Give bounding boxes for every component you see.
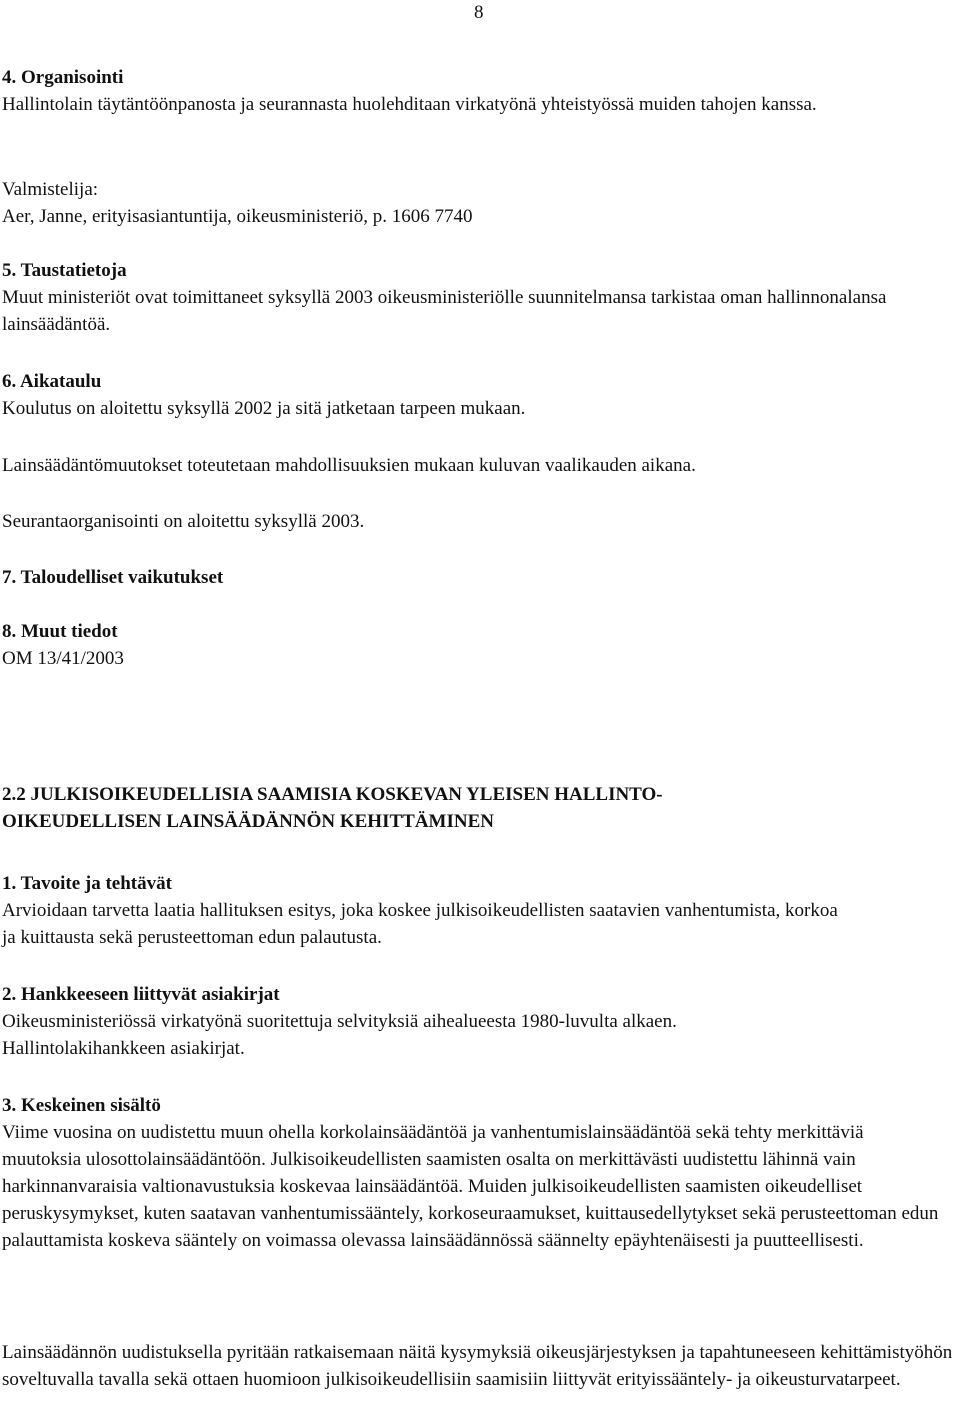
aikataulu-text-2: Lainsäädäntömuutokset toteutetaan mahdollisuuksien mukaan kuluvan vaalikauden aikana. <box>2 455 696 476</box>
section-taloudelliset-heading: 7. Taloudelliset vaikutukset <box>2 567 224 588</box>
valmistelija-text: Aer, Janne, erityisasiantuntija, oikeusministeriö, p. 1606 7740 <box>2 206 473 227</box>
chapter-title-line-1: 2.2 JULKISOIKEUDELLISIA SAAMISIA KOSKEVAN YLEISEN HALLINTO- <box>2 784 663 805</box>
section-organisointi <box>2 64 957 118</box>
section-text: Viime vuosina on uudistettu muun ohella korkolainsäädäntöä ja vanhentumislainsäädäntöä sekä tehty merkittäviä muutoksia ulosottolainsäädäntöön. Julkisoikeudellisten saamisten osalta on merkittävästi uudistettu lähinnä vain harkinnanvaraisia valtionavustuksia koskevaa lainsäädäntöä. Muiden julkisoikeudellisten saamisten oikeudelliset peruskysymykset, kuten saatavan vanhentumissääntely, korkoseuraamukset, kuittausedellytykset sekä perusteettoman edun palauttamista koskeva sääntely on voimassa olevassa lainsäädännössä säännelty epäyhtenäisesti ja puutteellisesti. <box>2 1122 939 1251</box>
section-heading: 4. Organisointi <box>2 67 124 88</box>
section-text: OM 13/41/2003 <box>2 648 124 669</box>
section-heading: 8. Muut tiedot <box>2 621 118 642</box>
section-taustatietoja <box>2 257 957 338</box>
section-text: Arvioidaan tarvetta laatia hallituksen esitys, joka koskee julkisoikeudellisten saatavien vanhentumista, korkoa ja kuittausta sekä perusteettoman edun palautusta. <box>2 900 838 948</box>
valmistelija-block <box>2 176 957 230</box>
section-keskeinen-sisalto <box>2 1092 957 1254</box>
section-text: Koulutus on aloitettu syksyllä 2002 ja sitä jatketaan tarpeen mukaan. <box>2 398 526 419</box>
chapter-title-line-2: OIKEUDELLISEN LAINSÄÄDÄNNÖN KEHITTÄMINEN <box>2 811 494 832</box>
section-heading: 1. Tavoite ja tehtävät <box>2 873 172 894</box>
section-text-2: Hallintolakihankkeen asiakirjat. <box>2 1038 245 1059</box>
section-text: Muut ministeriöt ovat toimittaneet syksyllä 2003 oikeusministeriölle suunnitelmansa tarkistaa oman hallinnonalansa lainsäädäntöä. <box>2 287 887 335</box>
section-heading: 3. Keskeinen sisältö <box>2 1095 161 1116</box>
valmistelija-label: Valmistelija: <box>2 179 99 200</box>
section-heading: 6. Aikataulu <box>2 371 102 392</box>
section-text: Hallintolain täytäntöönpanosta ja seurannasta huolehditaan virkatyönä yhteistyössä muiden tahojen kanssa. <box>2 94 817 115</box>
aikataulu-text-3: Seurantaorganisointi on aloitettu syksyllä 2003. <box>2 511 365 532</box>
section-muut-tiedot <box>2 618 957 672</box>
section-aikataulu <box>2 368 957 422</box>
section-text-1: Oikeusministeriössä virkatyönä suoritettuja selvityksiä aihealueesta 1980-luvulta alkaen. <box>2 1011 677 1032</box>
keskeinen-sisalto-text-2: Lainsäädännön uudistuksella pyritään ratkaisemaan näitä kysymyksiä oikeusjärjestyksen ja tapahtuneeseen kehittämistyöhön soveltuvalla tavalla sekä ottaen huomioon julkisoikeudellisiin saamisiin liittyvät erityissääntely- ja oikeusturvatarpeet. <box>2 1342 953 1390</box>
page-number: 8 <box>474 2 484 23</box>
section-asiakirjat <box>2 981 957 1062</box>
chapter-title <box>2 781 957 835</box>
section-tavoite <box>2 870 957 951</box>
section-heading: 5. Taustatietoja <box>2 260 127 281</box>
section-heading: 2. Hankkeeseen liittyvät asiakirjat <box>2 984 280 1005</box>
